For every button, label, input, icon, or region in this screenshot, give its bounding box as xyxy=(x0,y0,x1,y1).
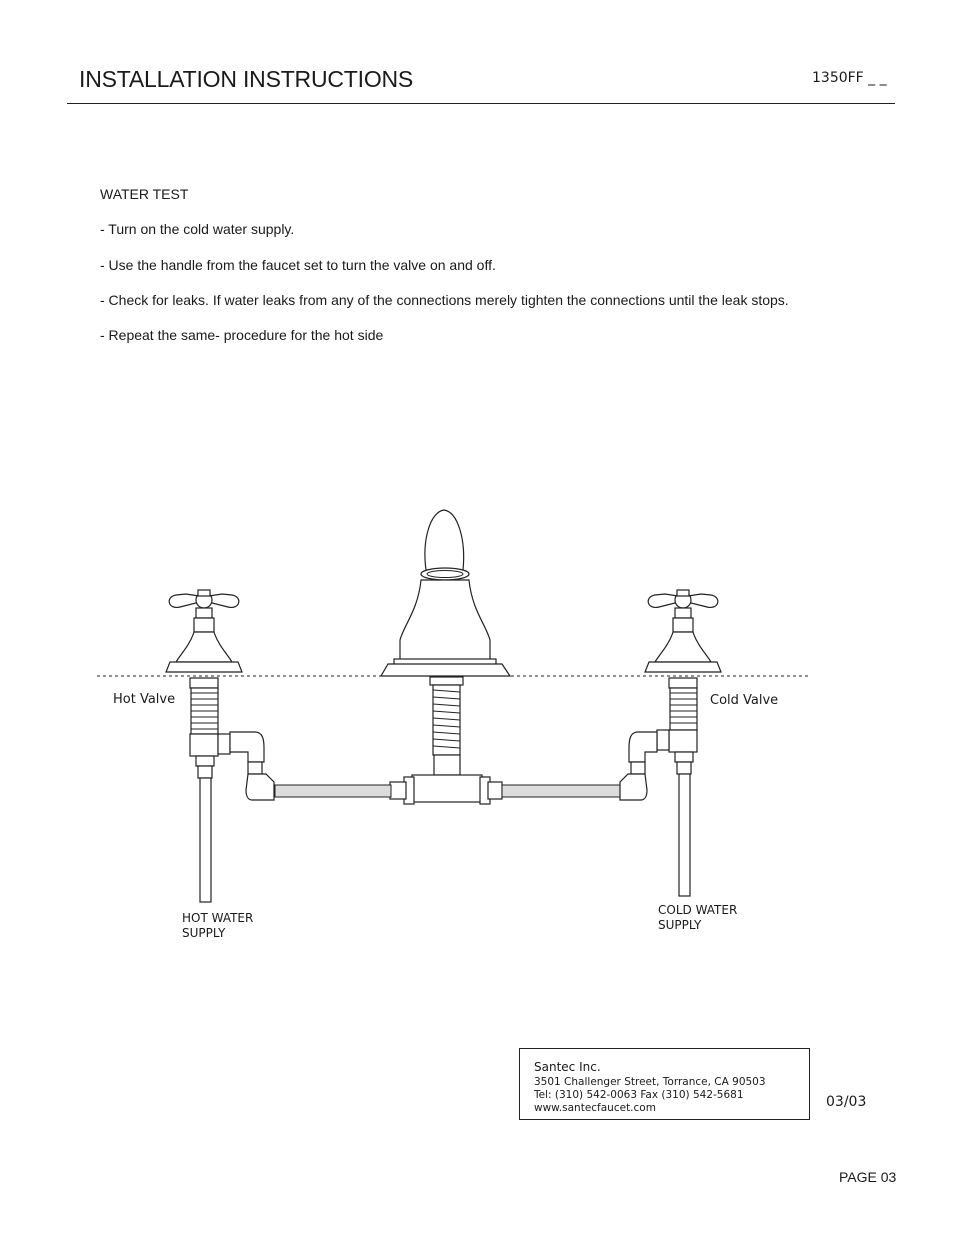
company-phone: Tel: (310) 542-0063 Fax (310) 542-5681 xyxy=(534,1089,744,1101)
cold-valve-icon xyxy=(620,590,721,896)
hot-supply-line-2: SUPPLY xyxy=(182,926,226,940)
hot-supply-label xyxy=(182,911,253,941)
hot-valve-label: Hot Valve xyxy=(113,692,176,707)
model-number: 1350FF _ _ xyxy=(812,70,887,86)
cold-side-hose xyxy=(502,785,620,797)
company-address: 3501 Challenger Street, Torrance, CA 90503 xyxy=(534,1076,766,1088)
page-title: INSTALLATION INSTRUCTIONS xyxy=(79,66,414,92)
company-website: www.santecfaucet.com xyxy=(534,1102,656,1114)
hot-side-hose xyxy=(275,785,391,797)
cold-supply-line-1: COLD WATER xyxy=(658,903,738,917)
step-3: - Check for leaks. If water leaks from any of the connections merely tighten the connections until the leak stops. xyxy=(100,292,789,308)
spout-icon xyxy=(381,510,510,804)
document-date: 03/03 xyxy=(826,1094,867,1110)
step-1: - Turn on the cold water supply. xyxy=(100,221,295,237)
step-4: - Repeat the same- procedure for the hot side xyxy=(100,327,384,343)
step-2: - Use the handle from the faucet set to turn the valve on and off. xyxy=(100,257,496,273)
cold-supply-label xyxy=(658,903,737,933)
cold-supply-line-2: SUPPLY xyxy=(658,918,702,932)
cold-valve-label: Cold Valve xyxy=(710,693,779,708)
hot-valve-icon xyxy=(166,590,274,902)
company-info-box xyxy=(519,1048,810,1120)
section-title: WATER TEST xyxy=(100,186,189,202)
hot-supply-line-1: HOT WATER xyxy=(182,911,254,925)
company-name: Santec Inc. xyxy=(534,1060,601,1074)
page-number: PAGE 03 xyxy=(839,1169,897,1185)
